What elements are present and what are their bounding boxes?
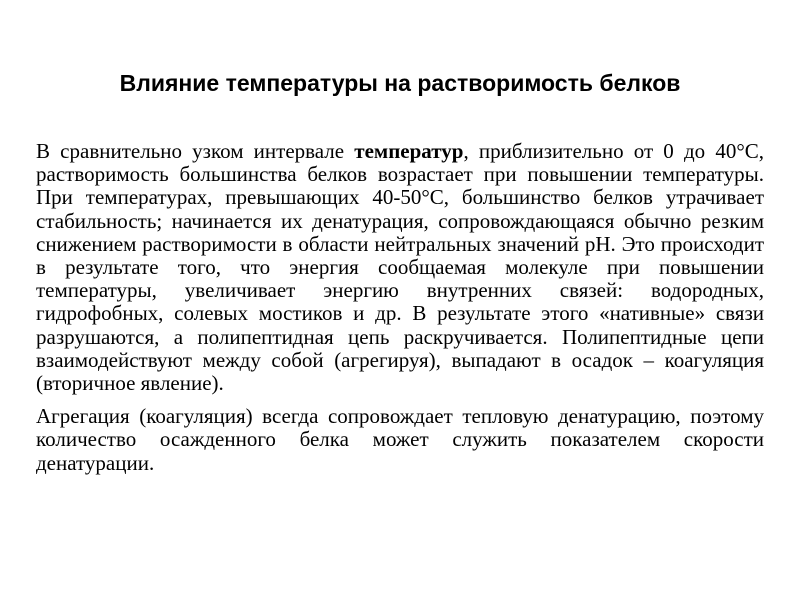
paragraph-temperature-solubility: [36, 140, 764, 395]
slide-body: [36, 140, 764, 475]
paragraph1-lead: В сравнительно узком интервале: [36, 139, 355, 163]
paragraph1-rest: , приблизительно от 0 до 40°С, растворимость большинства белков возрастает при повышении температуры. При температурах, превышающих 40-50°С, большинство белков утрачивает стабильность; начинается их денатурация, сопровождающаяся обычно резким снижением растворимости в области нейтральных значений рН. Это происходит в результате того, что энергия сообщаемая молекуле при повышении температуры, увеличивает энергию внутренних связей: водородных, гидрофобных, солевых мостиков и др. В результате этого «нативные» связи разрушаются, а полипептидная цепь раскручивается. Полипептидные цепи взаимодействуют между собой (агрегируя), выпадают в осадок – коагуляция (вторичное явление).: [36, 139, 764, 396]
paragraph1-bold-term: температур: [354, 139, 464, 163]
paragraph-aggregation: Агрегация (коагуляция) всегда сопровождает тепловую денатурацию, поэтому количество осажденного белка может служить показателем скорости денатурации.: [36, 404, 764, 475]
slide-title: Влияние температуры на растворимость белков: [119, 70, 681, 96]
